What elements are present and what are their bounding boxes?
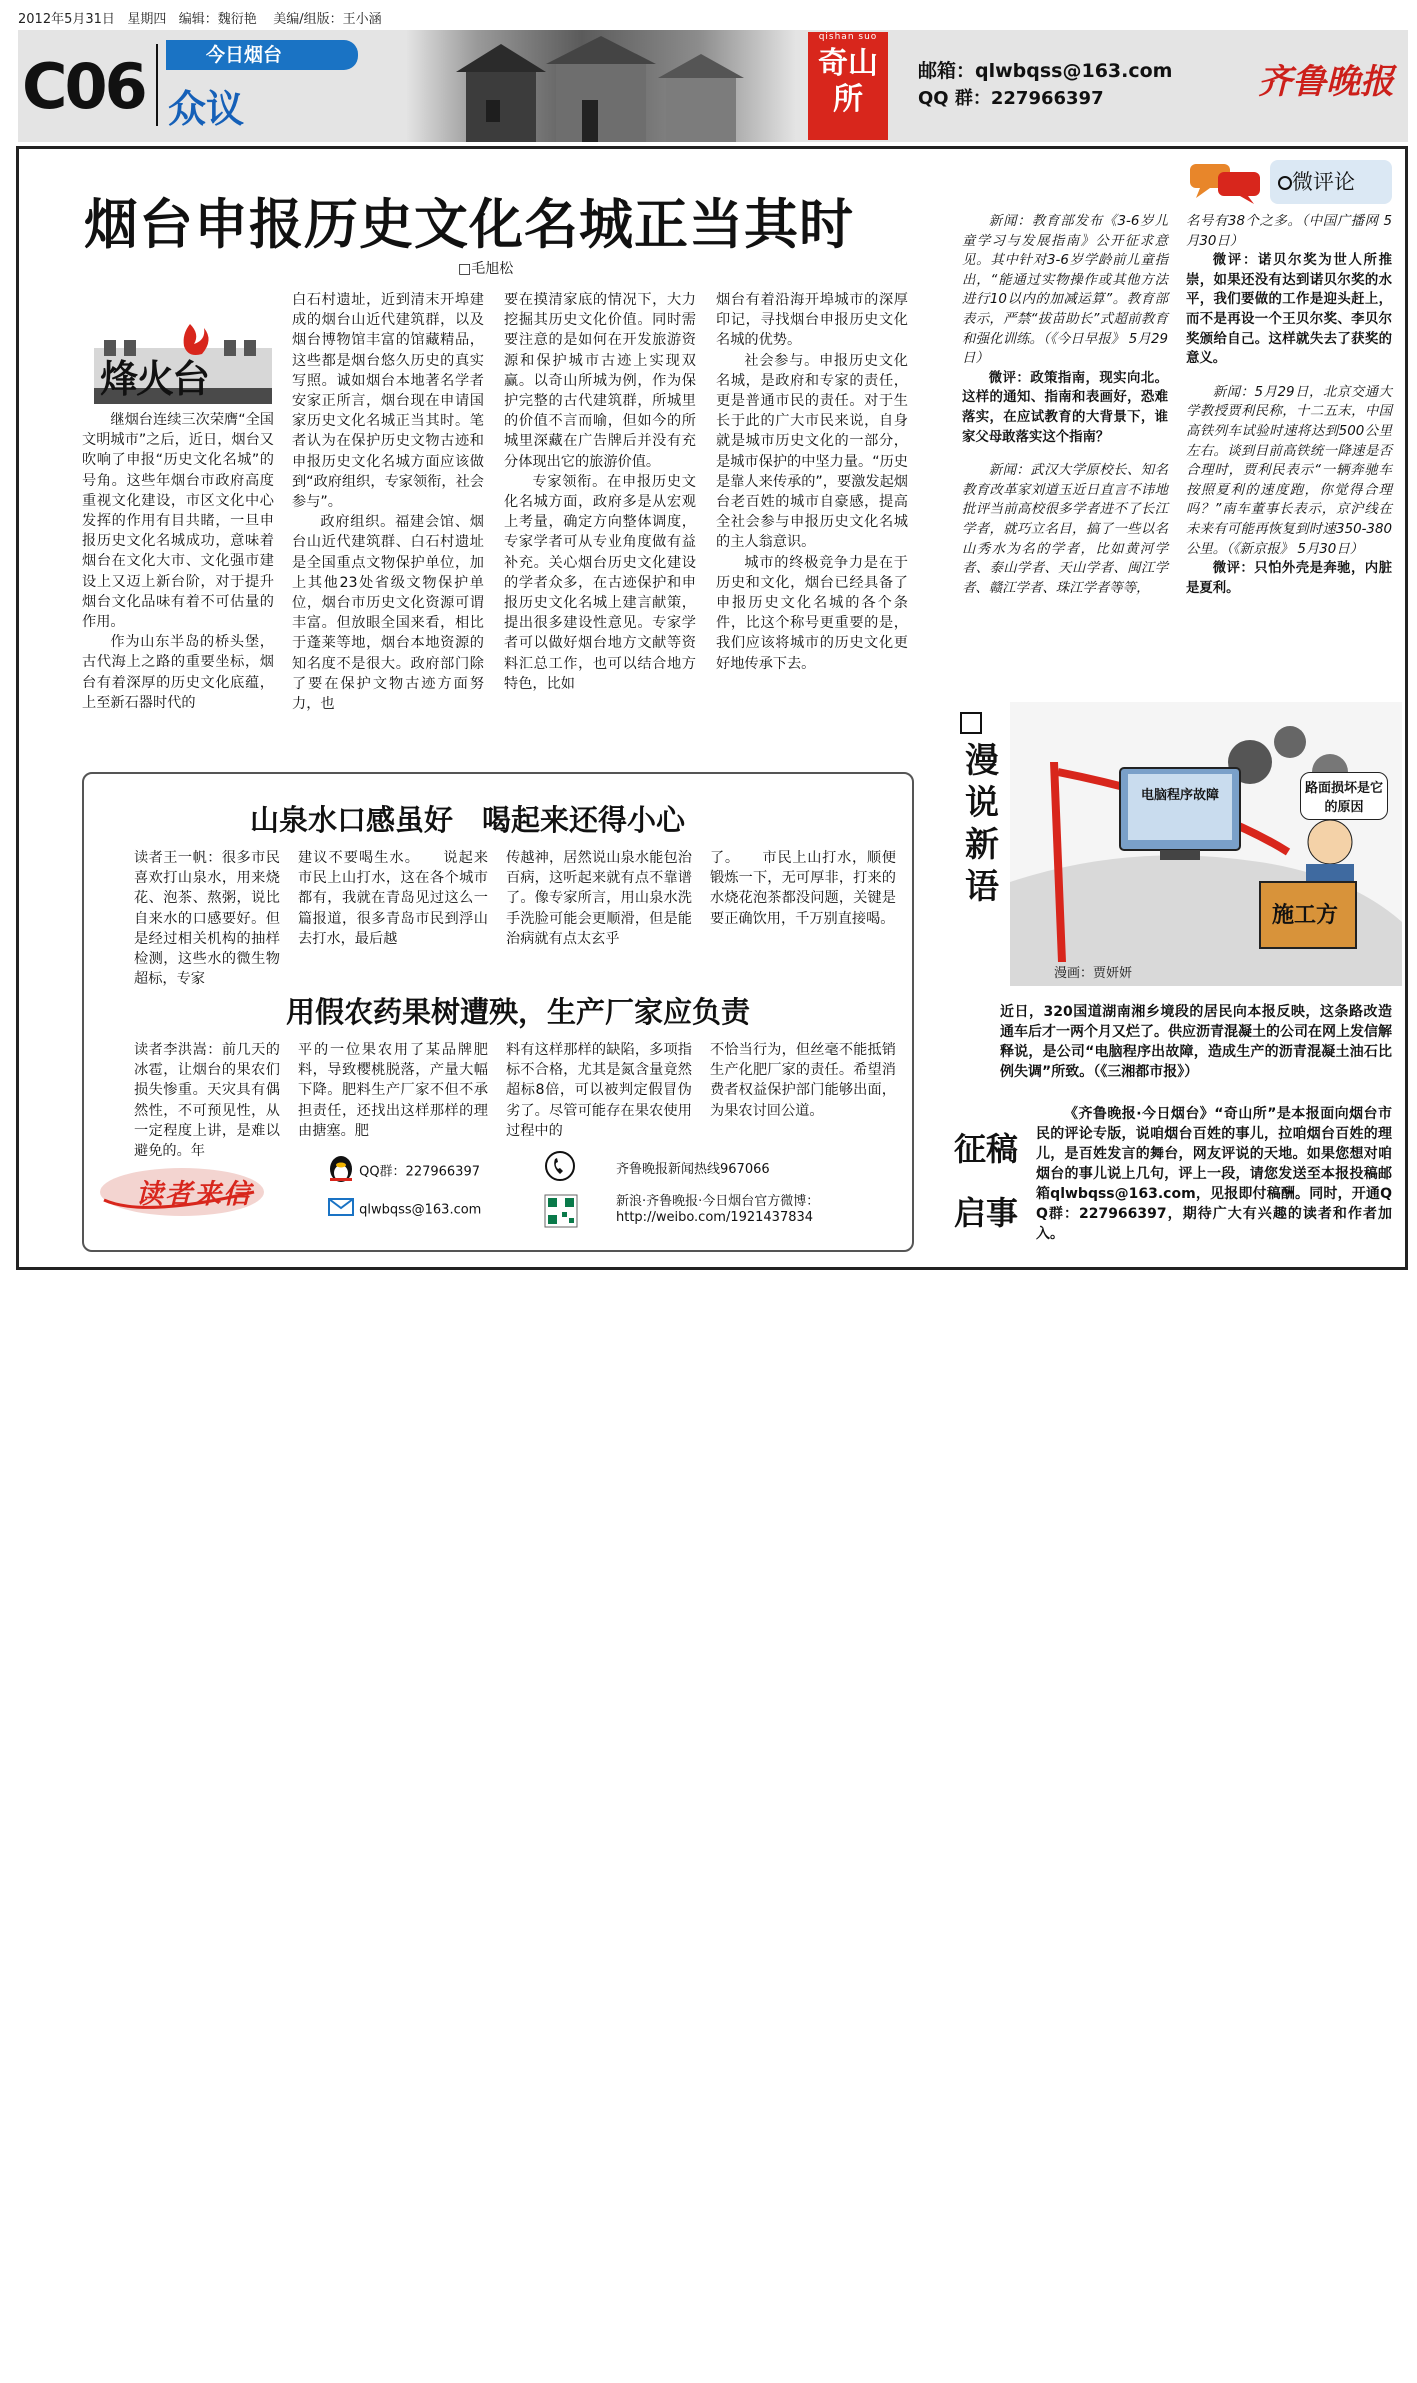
contact-mail: [328, 1196, 481, 1222]
stamp-text: 读者来信: [136, 1179, 252, 1210]
paragraph: 专家领衔。在申报历史文化名城方面，政府多是从宏观上考量，确定方向整体调度，专家学者可从专业角度做有益补充。关心烟台历史文化建设的学者众多，在古迹保护和申报历史文化名城上建言献策，提出很多建设性意见。专家学者可以做好烟台地方文献等资料汇总工作，也可以结合地方特色，比如: [504, 473, 696, 692]
cartoon-sign: 施工方: [1272, 903, 1339, 928]
paragraph: 作为山东半岛的桥头堡，古代海上之路的重要坐标，烟台有着深厚的历史文化底蕴，上至新石器时代的: [82, 634, 274, 711]
contact-qq-text: QQ群：227966397: [359, 1164, 480, 1180]
reader-letter-stamp: [98, 1160, 266, 1220]
page-number: C06: [22, 50, 145, 123]
editor: 编辑：魏衍艳: [178, 12, 257, 27]
letter2-col-3: 料有这样那样的缺陷，多项指标不合格，尤其是氮含量竟然超标8倍，可以被判定假冒伪劣了。尽管可能存在果农使用过程中的: [506, 1042, 692, 1139]
header-photo: [406, 30, 796, 142]
paragraph: 继烟台连续三次荣膺“全国文明城市”之后，近日，烟台又吹响了申报“历史文化名城”的号角。这些年烟台市政府高度重视文化建设，市区文化中心发挥的作用有目共睹，一旦申报历史文化名城成功，意味着烟台在文化大市、文化强市建设上又迈上新台阶，对于提升烟台文化品味有着不可估量的作用。: [82, 412, 274, 631]
weibo-url[interactable]: http://weibo.com/1921437834: [616, 1210, 814, 1225]
cartoon-speech-bubble: 路面损坏是它的原因: [1300, 772, 1388, 820]
comment-item: 微评：诺贝尔奖为世人所推崇，如果还没有达到诺贝尔奖的水平，我们要做的工作是迎头赶上，而不是再设一个王贝尔奖、李贝尔奖颁给自己。这样就失去了获奖的意义。: [1186, 253, 1392, 367]
paragraph: 政府组织。福建会馆、烟台山近代建筑群、白石村遗址是全国重点文物保护单位，加上其他23处省级文物保护单位，烟台市历史文化资源可谓丰富。但放眼全国来看，相比于蓬莱等地，烟台本地资源的知名度不是很大。政府部门除了要在保护文物古迹方面努力，也: [292, 514, 484, 713]
column-name: 众议: [168, 87, 245, 131]
seal-chars: 奇山所: [818, 46, 878, 117]
article-col-4: [716, 290, 908, 674]
news-item: 新闻：武汉大学原校长、知名教育改革家刘道玉近日直言不讳地批评当前高校很多学者进不了长江学者，就巧立名目，搞了一些以名山秀水为名的学者，比如黄河学者、泰山学者、天山学者、闽江学者、赣江学者、珠江学者等等，: [962, 463, 1168, 596]
cartoon-screen-text: 电脑程序故障: [1140, 788, 1219, 803]
speech-bubbles-icon: [1188, 160, 1264, 206]
section-tab: 今日烟台: [166, 40, 358, 70]
letter2-col-4: 不恰当行为，但丝毫不能抵销生产化肥厂家的责任。希望消费者权益保护部门能够出面，为果农讨回公道。: [710, 1042, 896, 1119]
article-col-1: [82, 410, 274, 713]
weekday: 星期四: [127, 12, 167, 27]
beacon-logo: [94, 318, 272, 404]
weibo-label: 新浪·齐鲁晚报·今日烟台官方微博：: [616, 1194, 820, 1209]
hotline-phone-icon: [544, 1150, 576, 1186]
cartoon-illustration: [1010, 702, 1402, 986]
letter1-col-1: 读者王一帆：很多市民喜欢打山泉水，用来烧花、泡茶、熬粥，说比自来水的口感要好。但是经过相关机构的抽样检测，这些水的微生物超标，专家: [134, 850, 280, 988]
weibo-qr-icon: [544, 1194, 578, 1232]
cartoon-column-title: 漫说新语: [965, 741, 999, 907]
notice-title-1: 征稿: [954, 1130, 1019, 1168]
micro-comment-label: 微评论: [1292, 170, 1355, 194]
micro-comment-left: [962, 212, 1168, 598]
micro-comment-right: [1186, 212, 1392, 598]
page-header: [18, 30, 1408, 142]
beacon-label: 烽火台: [100, 357, 209, 401]
news-item: 名号有38个之多。（中国广播网 5月30日）: [1186, 214, 1392, 249]
email-icon: [328, 1196, 354, 1222]
hotline-text: 齐鲁晚报新闻热线967066: [616, 1162, 770, 1177]
qq-penguin-icon: [328, 1154, 354, 1188]
designer: 美编/组版：王小涵: [273, 12, 382, 27]
page-meta: [18, 8, 382, 27]
cartoon-text: 近日，320国道湖南湘乡境段的居民向本报反映，这条路改造通车后才一两个月又烂了。供应沥青混凝土的公司在网上发信解释说，是公司“电脑程序出故障，造成生产的沥青混凝土油石比例失调”所致。（《三湘都市报》）: [1000, 1004, 1392, 1080]
column-seal-logo: [808, 32, 888, 140]
micro-comment-title: [1270, 160, 1392, 204]
notice-paragraph: 《齐鲁晚报·今日烟台》“奇山所”是本报面向烟台市民的评论专版，说咱烟台百姓的事儿，拉咱烟台百姓的理儿，是百姓发言的舞台，网友评说的天地。如果您想对咱烟台的事儿说上几句，评上一段，请您发送至本报投稿邮箱qlwbqss@163.com，见报即付稿酬。同时，开通QQ群：227966397，期待广大有兴趣的读者和作者加入。: [1036, 1106, 1392, 1242]
comment-item: 微评：政策指南，现实向北。这样的通知、指南和表画好，恐难落实，在应试教育的大背景下，谁家父母敢落实这个指南？: [962, 370, 1168, 445]
paragraph: 白石村遗址，近到清末开埠建成的烟台山近代建筑群，以及烟台博物馆丰富的馆藏精品，这些都是烟台悠久历史的真实写照。诚如烟台本地著名学者安家正所言，烟台现在申请国家历史文化名城正当其时。笔者认为在保护历史文物古迹和申报历史文化名城方面应该做到“政府组织，专家领衔，社会参与”。: [292, 292, 484, 511]
letter-title-1: 山泉水口感虽好 喝起来还得小心: [250, 803, 686, 837]
letter2-col-2: 平的一位果农用了某品牌肥料，导致樱桃脱落，产量大幅下降。肥料生产厂家不但不承担责任，还找出这样那样的理由搪塞。肥: [298, 1042, 488, 1139]
newspaper-brand: 齐鲁晚报: [1258, 62, 1394, 102]
notice-body: [1036, 1104, 1392, 1244]
article-title: 烟台申报历史文化名城正当其时: [84, 193, 854, 256]
header-qq: QQ 群：227966397: [918, 88, 1104, 109]
issue-date: 2012年5月31日: [18, 12, 115, 27]
news-item: 新闻：5月29日，北京交通大学教授贾利民称，十二五末，中国高铁列车试验时速将达到500公里左右。谈到目前高铁统一降速是否合理时，贾利民表示“一辆奔驰车按照夏利的速度跑，你觉得合理吗？”南车董事长表示，京沪线在未来有可能再恢复到时速350-380公里。（《新京报》 5月30日）: [1186, 384, 1392, 557]
paragraph: 要在摸清家底的情况下，大力挖掘其历史文化价值。同时需要注意的是如何在开发旅游资源和保护城市古迹上实现双赢。以奇山所城为例，作为保护完整的古代建筑群，所城里的价值不言而喻，但如今的所城里深藏在广告牌后并没有充分体现出它的旅游价值。: [504, 292, 696, 470]
paragraph: 社会参与。申报历史文化名城，是政府和专家的责任，更是普通市民的责任。对于生长于此的广大市民来说，自身就是城市历史文化的一部分，是城市保护的中坚力量。“历史是靠人来传承的”，要激发起烟台老百姓的城市自豪感，提高全社会参与申报历史文化名城的主人翁意识。: [716, 352, 908, 551]
notice-title-2: 启事: [954, 1194, 1019, 1232]
contact-qq: [328, 1154, 480, 1188]
article-col-3: [504, 290, 696, 694]
letter2-col-1: 读者李洪嵩：前几天的冰雹，让烟台的果农们损失惨重。天灾具有偶然性，不可预见性，从一定程度上讲，是难以避免的。年: [134, 1042, 280, 1160]
contact-mail-text: qlwbqss@163.com: [359, 1202, 482, 1218]
article-byline: □毛旭松: [458, 261, 514, 277]
cartoon-title-box: [960, 712, 982, 734]
paragraph: 城市的终极竞争力是在于历史和文化，烟台已经具备了申报历史文化名城的各个条件，比这个称号更重要的是，我们应该将城市的历史文化更好地传承下去。: [716, 554, 908, 672]
paragraph: 烟台有着沿海开埠城市的深厚印记，寻找烟台申报历史文化名城的优势。: [716, 292, 908, 349]
cartoon-caption: 漫画：贾妍妍: [1054, 966, 1133, 981]
micro-comment-icon: [1278, 176, 1292, 190]
comment-item: 微评：只怕外壳是奔驰，内脏是夏利。: [1186, 561, 1392, 596]
header-divider: [156, 44, 158, 126]
seal-pinyin: qishan suo: [818, 32, 878, 42]
news-item: 新闻：教育部发布《3-6岁儿童学习与发展指南》公开征求意见。其中针对3-6岁学龄前儿童指出，“能通过实物操作或其他方法进行10以内的加减运算”。教育部表示，严禁“拔苗助长”式超前教育和强化训练。（《今日早报》 5月29日）: [962, 214, 1168, 367]
letter1-col-4: 了。 市民上山打水，顺便锻炼一下，无可厚非，打来的水烧花泡茶都没问题，关键是要正确饮用，千万别直接喝。: [710, 850, 896, 927]
letter-title-2: 用假农药果树遭殃，生产厂家应负责: [286, 995, 751, 1029]
letter1-col-3: 传越神，居然说山泉水能包治百病，这听起来就有点不靠谱了。像专家所言，用山泉水洗手洗脸可能会更顺滑，但是能治病就有点太玄乎: [506, 850, 692, 947]
header-email: 邮箱：qlwbqss@163.com: [918, 60, 1173, 82]
article-col-2: [292, 290, 484, 714]
letter1-col-2: 建议不要喝生水。 说起来市民上山打水，这在各个城市都有，我就在青岛见过这么一篇报道，很多青岛市民到浮山去打水，最后越: [298, 850, 488, 947]
